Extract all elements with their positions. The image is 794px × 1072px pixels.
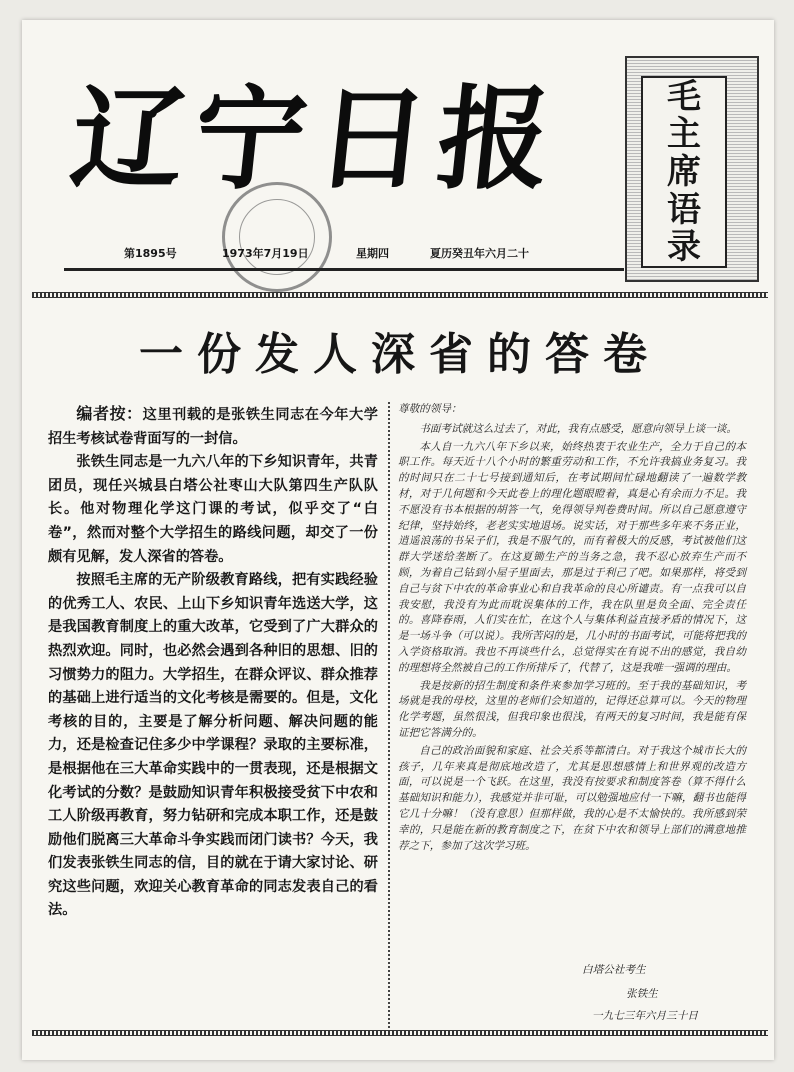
- editor-note-label: 编者按：: [76, 404, 143, 423]
- issue-lunar-date: 夏历癸丑年六月二十: [430, 247, 529, 260]
- editor-note-text: 这里刊载的是张铁生同志在今年大学招生考核试卷背面写的一封信。: [48, 407, 378, 447]
- quotation-char: 录: [667, 227, 701, 268]
- quotation-char: 席: [667, 151, 701, 192]
- masthead-rule: [64, 268, 624, 271]
- signature-date: 一九七三年六月三十日: [592, 1010, 698, 1022]
- signature-org: 白塔公社考生: [582, 964, 646, 976]
- editor-note-paragraph: 按照毛主席的无产阶级教育路线，把有实践经验的优秀工人、农民、上山下乡知识青年选送大学，这是我国教育制度上的重大改革，它受到了广大群众的热烈欢迎。同时，也必然会遇到各种旧的思想、旧的习惯势力的阻力。大学招生，在群众评议、群众推荐的基础上进行适当的文化考核是需要的。但是，文化考核的目的，主要是了解分析问题、解决问题的能力，还是检查记住多少中学课程？录取的主要标准，是根据他在三大革命实践中的一贯表现，还是根据文化考试的分数？是鼓励知识青年积极接受贫下中农和工人阶级再教育，努力钻研和完成本职工作，还是鼓励他们脱离三大革命斗争实践而闭门读书？今天，我们发表张铁生同志的信，目的就在于请大家讨论、研究这些问题，欢迎关心教育革命的同志发表自己的看法。: [48, 572, 378, 919]
- column-divider: [388, 402, 390, 1032]
- letter-paragraph: 自己的政治面貌和家庭、社会关系等都清白。对于我这个城市长大的孩子，几年来真是彻底地改造了，尤其是思想感情上和世界观的改造方面，可以说是一个飞跃。在这里，我没有按要求和制度答卷（算不得什么基础知识和能力），我感觉并非可耻，可以勉强地应付一下嘛，翻书也能得它几十分嘛！（没有意思）但那样做，我的心是不太愉快的。我所感到荣幸的，只是能在新的教育制度之下，在贫下中农和领导上部们的满意地推荐之下，参加了这次学习班。: [398, 744, 746, 852]
- quotations-box: [625, 56, 759, 282]
- article-headline: 一份发人深省的答卷: [139, 329, 661, 380]
- editor-note-paragraph: 张铁生同志是一九六八年的下乡知识青年，共青团员，现任兴城县白塔公社枣山大队第四生产队队长。他对物理化学这门课的考试，似乎交了“白卷”，然而对整个大学招生的路线问题，却交了一份颇有见解，发人深省的答卷。: [48, 454, 378, 565]
- editor-note: [48, 402, 378, 1030]
- letter-body: [398, 402, 746, 1032]
- letter-paragraph: 本人自一九六八年下乡以来，始终热衷于农业生产，全力于自己的本职工作。每天近十八个小时的繁重劳动和工作，不允许我搞业务复习。我的时间只在二十七号接到通知后，在考试期间忙碌地翻读了一遍数学教材，对于几何题和今天此卷上的理化题眼瞪着，真是心有余而力不足。我不愿没有书本根据的胡答一气，免得领导判卷费时间。所以自己愿意遵守纪律，坚持始终，老老实实地退场。说实话，对于那些多年来不务正业，逍遥浪荡的书呆子们，我是不服气的，而有着极大的反感，考试被他们这群大学迷给垄断了。在这夏锄生产的当务之急，我不忍心放弃生产而不顾，为着自己钻到小屋子里面去，那是过于利己了吧。如果那样，将受到自己与贫下中农的革命事业心和自我革命的良心所谴责。有一点我可以自我安慰，我没有为此而耽误集体的工作，我在队里是负全面、完全责任的。喜降春雨，人们实在忙，在这个人与集体利益直接矛盾的情况下，这是一场斗争（可以说）。我所苦闷的是，几小时的书面考试，可能将把我的入学资格取消。我也不再谈些什么，总觉得实在有说不出的感觉，我自幼的理想将全然被自己的工作所排斥了，代替了，这是我唯一强调的理由。: [398, 440, 746, 674]
- dotted-rule-bottom: [32, 1030, 768, 1036]
- letter-paragraph: 书面考试就这么过去了，对此，我有点感受，愿意向领导上谈一谈。: [419, 422, 737, 435]
- issue-number: 第1895号: [124, 247, 177, 260]
- quotation-char: 主: [667, 114, 701, 155]
- masthead-title: 辽宁日报: [65, 74, 567, 205]
- letter-paragraph: 我是按新的招生制度和条件来参加学习班的。至于我的基础知识，考场就是我的母校，这里的老师们会知道的，记得还总算可以。今天的物理化学考题，虽然很浅，但我印象也很浅，有两天的复习时间，我是能有保证把它答满分的。: [398, 679, 746, 739]
- dotted-rule-top: [32, 292, 768, 298]
- letter-salutation: 尊敬的领导：: [398, 403, 462, 415]
- editor-note-paragraph: [48, 402, 378, 451]
- issue-info-row: [124, 243, 604, 263]
- postmark-inner-ring: [239, 199, 315, 275]
- signature-name: 张铁生: [626, 988, 658, 1000]
- quotations-label: [641, 76, 727, 268]
- postmark-stamp: [222, 182, 332, 292]
- quotation-char: 语: [667, 189, 701, 230]
- issue-date: 1973年7月19日: [222, 247, 309, 260]
- issue-weekday: 星期四: [356, 247, 389, 260]
- quotation-char: 毛: [667, 76, 701, 117]
